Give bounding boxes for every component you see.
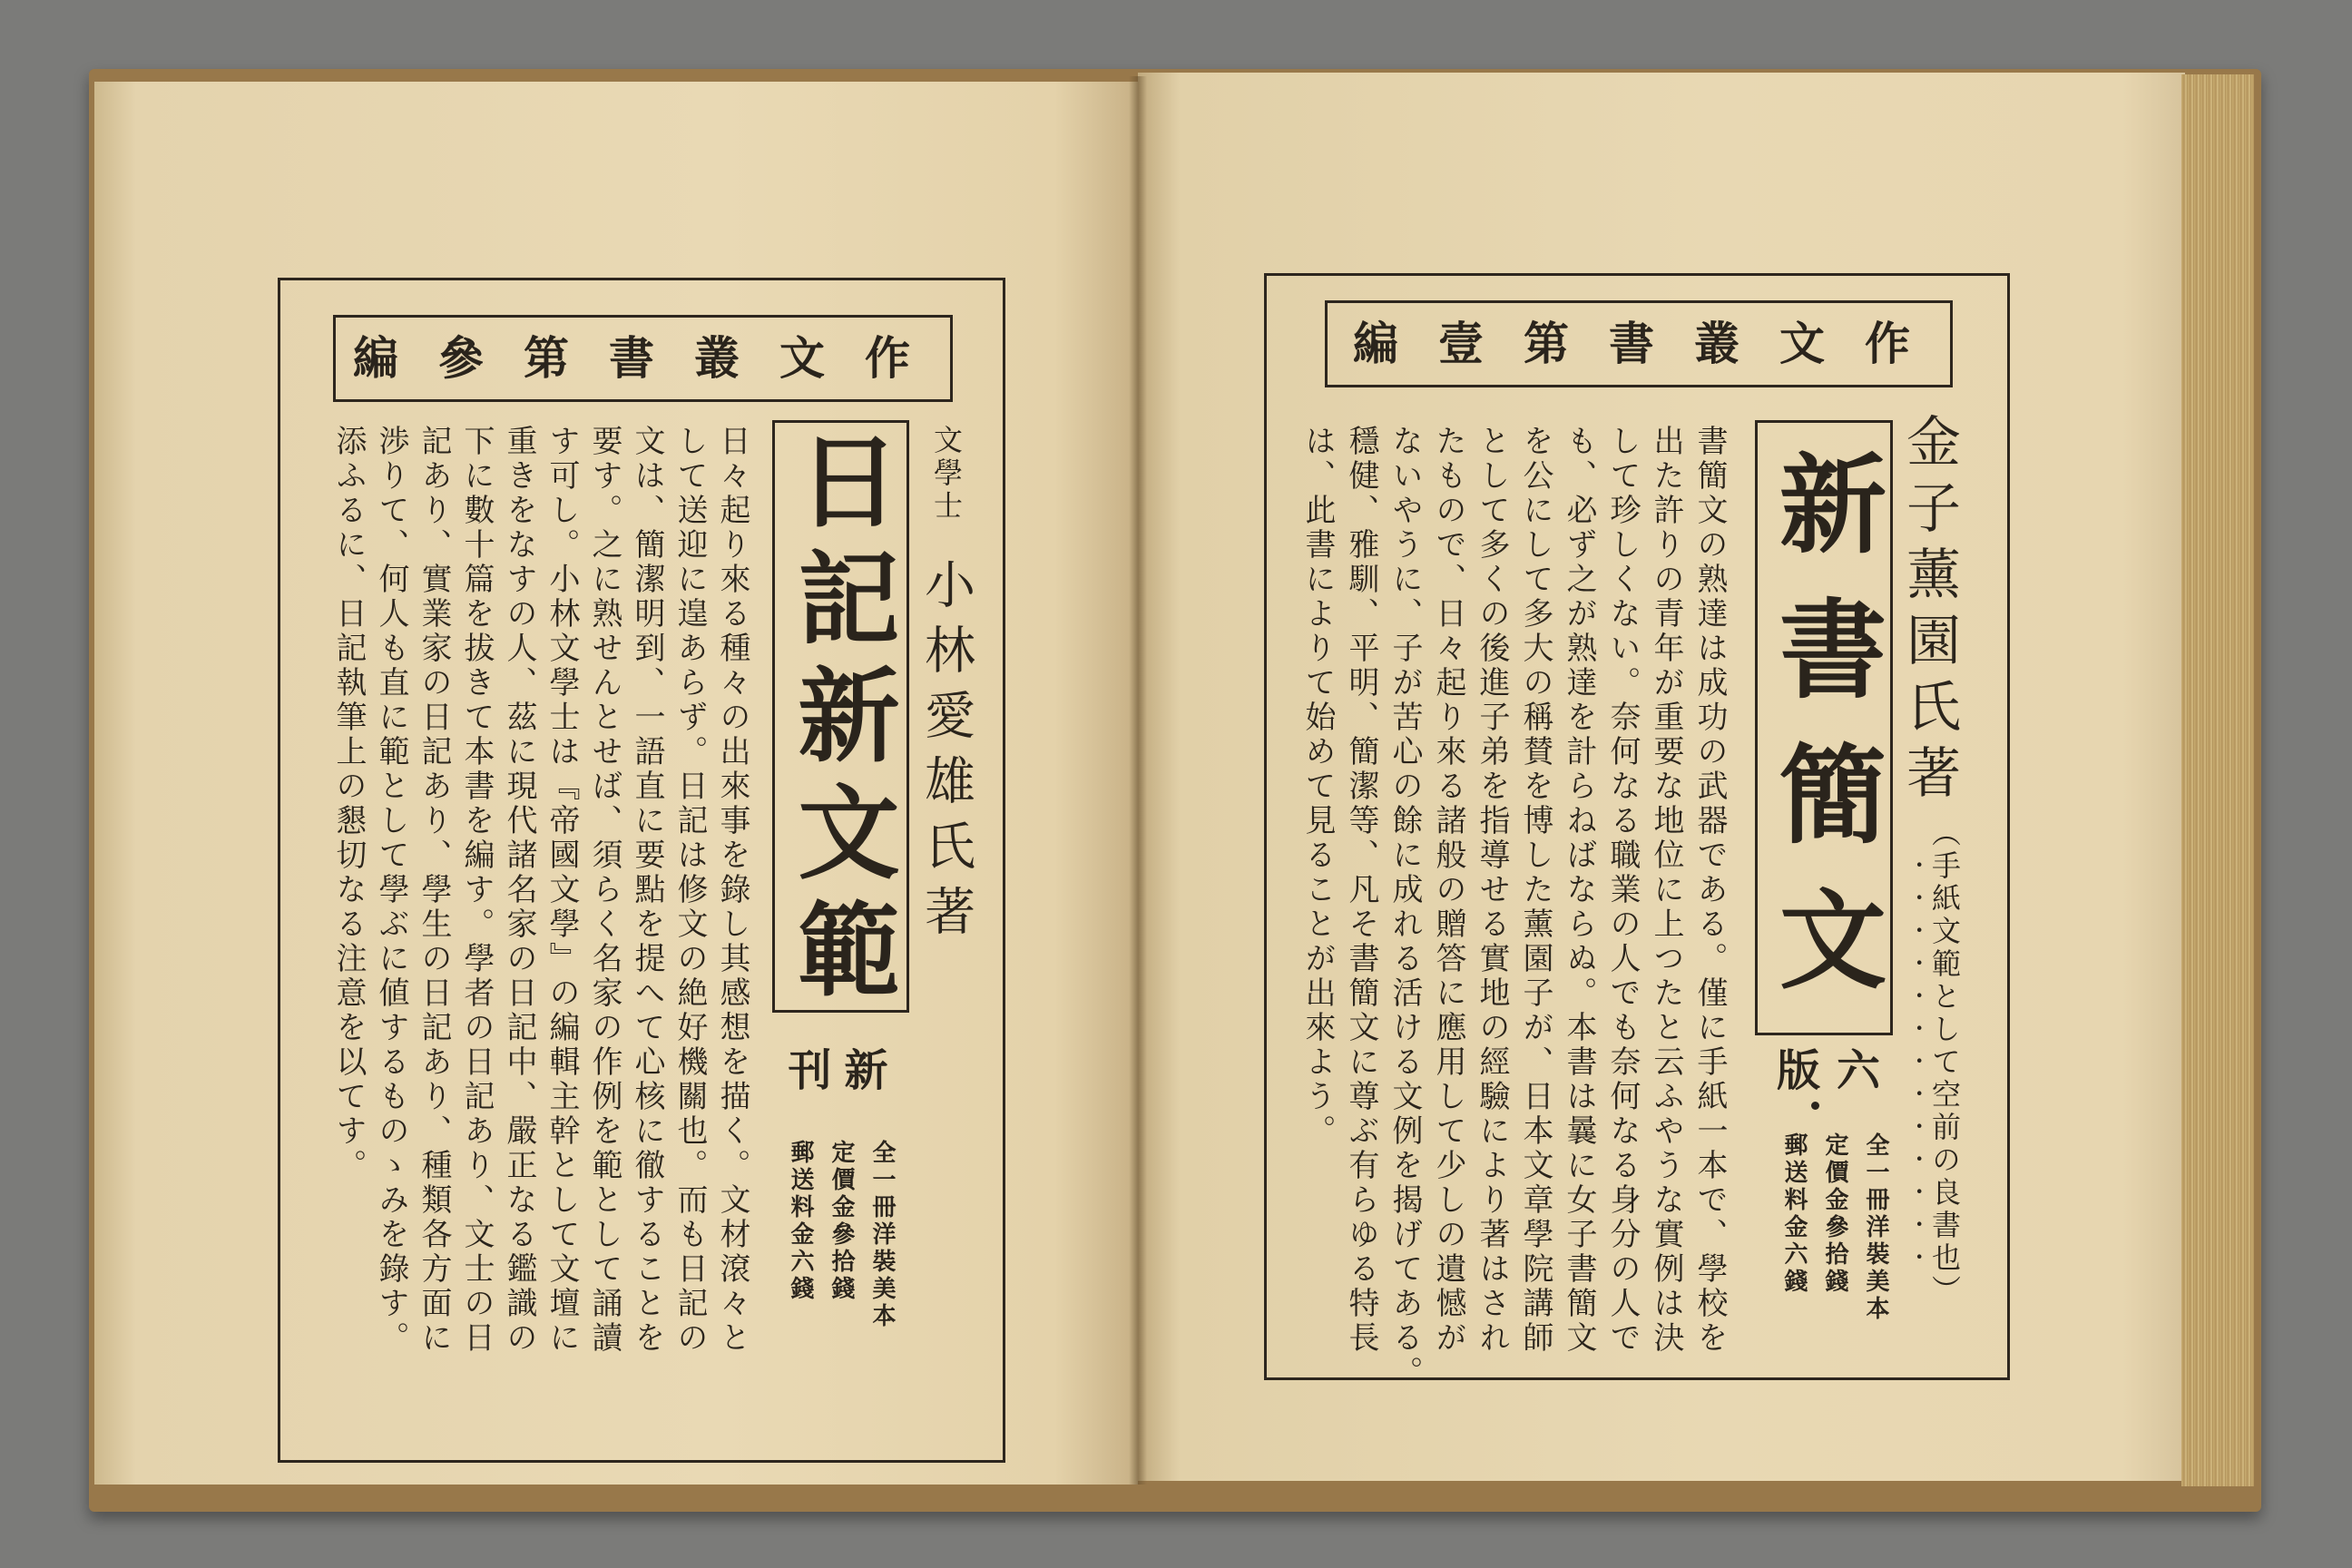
text-column: 出た許りの青年が重要な地位に上つたと云ふやうな實例は決 [1648,425,1684,1356]
right-details [1770,1132,1896,1350]
text-column: 下に數十篇を拔きて本書を編す。學者の日記あり、文士の日 [458,425,495,1356]
left-author: 小林愛雄氏著 [916,558,975,950]
text-column: して送迎に遑あらず。日記は修文の絶好機關也。而も日記の [671,425,708,1356]
right-description [1296,425,1731,1414]
text-column: 記あり、實業家の日記あり、學生の日記あり、種類各方面に [416,425,452,1356]
right-subtitle: （手紙文範として空前の良書也） [1927,818,1962,1308]
text-column: たもので、日々起り來る諸般の贈答に應用して少しの遺憾が [1430,425,1466,1356]
text-column: 渉りて、何人も直に範として學ぶに値するものゝみを錄す。 [373,425,409,1356]
left-book-title: 日記新文範 [781,428,900,1014]
right-author: 金子薰園氏著 [1897,413,1961,810]
right-series-header-box [1325,300,1953,387]
text-column: 重きをなすの人、茲に現代諸名家の日記中、嚴正なる鑑識の [501,425,537,1356]
left-series-header-box [333,315,953,402]
left-title-box [772,420,909,1013]
text-column: を公にして多大の稱賛を博した薰園子が、日本文章學院講師 [1517,425,1553,1356]
left-author-prefix: 文學士 [929,425,964,523]
right-detail-postage: 郵送料金六錢 [1780,1132,1808,1296]
text-column: 文は、簡潔明到、一語直に要點を提へて心核に徹することを [629,425,665,1356]
page-stack-edge [2181,74,2254,1486]
left-detail-binding: 全一冊洋裝美本 [868,1140,896,1330]
left-detail-postage: 郵送料金六錢 [787,1140,814,1303]
text-column: 要す。之に熟せんとせば、須らく名家の作例を範として誦讀 [586,425,622,1356]
book-spine-gutter [1129,76,1147,1485]
left-status-label: 新刊 [788,1045,901,1096]
text-column: 書簡文の熟達は成功の武器である。僅に手紙一本で、學校を [1691,425,1728,1356]
right-detail-binding: 全一冊洋裝美本 [1862,1132,1889,1323]
text-column: 日々起り來る種々の出來事を錄し其感想を描く。文材滾々と [714,425,750,1356]
right-edition-label: 六版 [1776,1045,1896,1096]
text-column: も、必ず之が熟達を計らねばならぬ。本書は曩に女子書簡文 [1561,425,1597,1356]
left-series-header: 作文叢書第參編 [353,331,950,385]
right-title-box [1755,420,1893,1035]
text-column: として多くの後進子弟を指導せる實地の經驗により著はされ [1474,425,1510,1356]
right-series-header: 作文叢書第壹編 [1353,317,1950,370]
text-column: す可し。小林文學士は『帝國文學』の編輯主幹として文壇に [544,425,580,1356]
text-column: 穩健、雅馴、平明、簡潔等、凡そ書簡文に尊ぶ有らゆる特長 [1343,425,1379,1356]
right-book-title: 新書簡文 [1761,448,1887,1029]
left-description [327,425,753,1414]
right-detail-price: 定價金參拾錢 [1821,1132,1848,1296]
text-column: して珍しくない。奈何なる職業の人でも奈何なる身分の人で [1604,425,1641,1356]
left-detail-price: 定價金參拾錢 [828,1140,855,1303]
edition-dot [1811,1102,1819,1110]
text-column: ないやうに、子が苦心の餘に成れる活ける文例を揭げてある。 [1387,425,1423,1390]
left-details [779,1140,902,1357]
text-column: 添ふるに、日記執筆上の懇切なる注意を以てす。 [330,425,367,1183]
text-column: は、此書によりて始めて見ることが出來よう。 [1299,425,1336,1149]
